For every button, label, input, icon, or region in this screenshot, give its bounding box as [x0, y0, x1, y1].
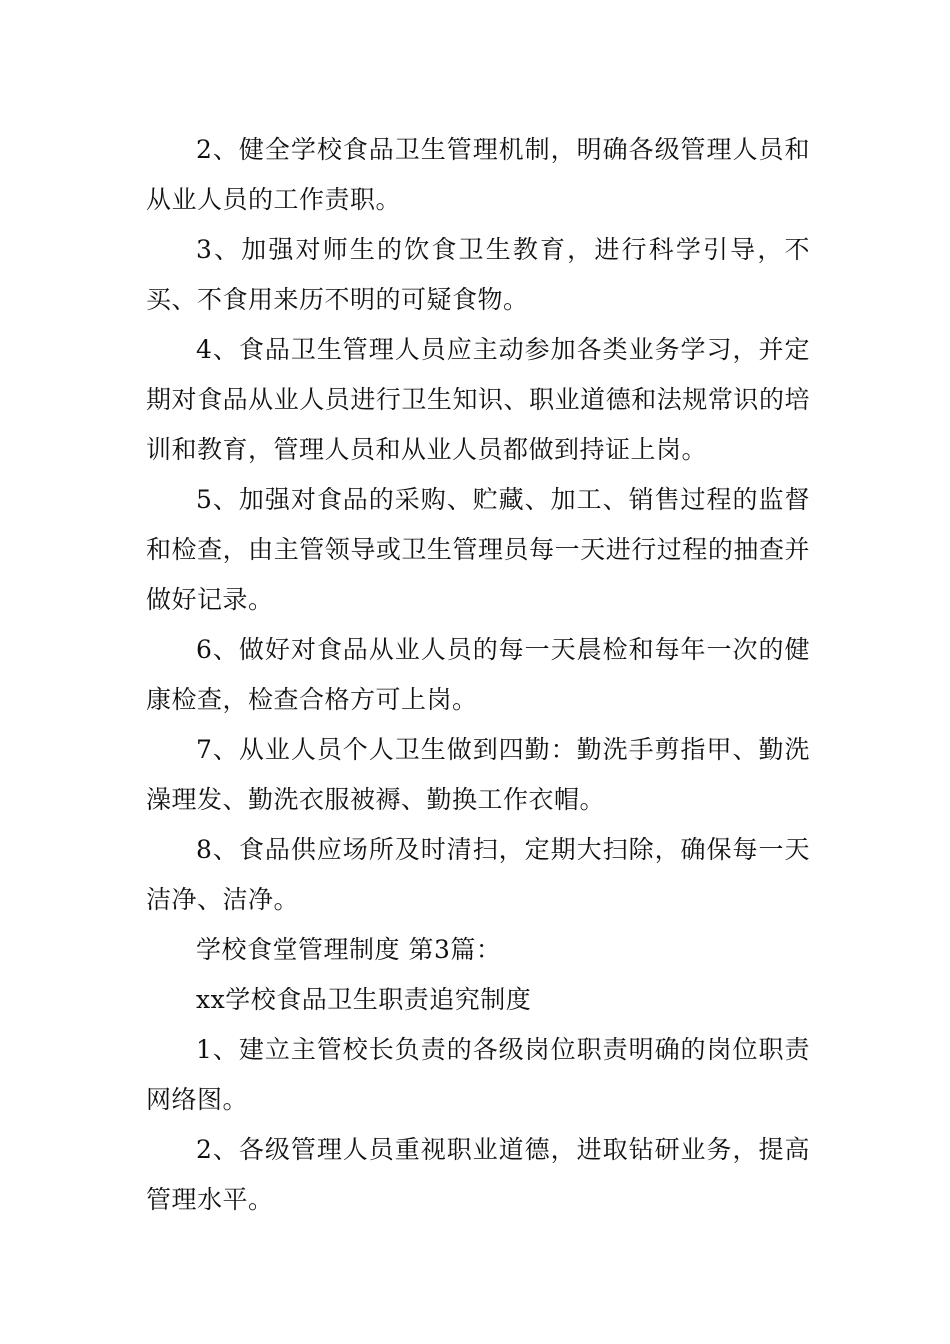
- paragraph-item-2b: 2、各级管理人员重视职业道德，进取钻研业务，提高管理水平。: [146, 1135, 810, 1214]
- section-heading: 学校食堂管理制度 第3篇：: [196, 935, 502, 964]
- paragraph-item-5: 5、加强对食品的采购、贮藏、加工、销售过程的监督和检查，由主管领导或卫生管理员每一天进行过程的抽查并做好记录。: [146, 485, 810, 614]
- paragraph-item-2: 2、健全学校食品卫生管理机制，明确各级管理人员和从业人员的工作责职。: [146, 135, 810, 214]
- paragraph-item-8: 8、食品供应场所及时清扫，定期大扫除，确保每一天洁净、洁净。: [146, 835, 810, 914]
- paragraph-item-3: 3、加强对师生的饮食卫生教育，进行科学引导，不买、不食用来历不明的可疑食物。: [146, 235, 810, 314]
- paragraph-item-4: 4、食品卫生管理人员应主动参加各类业务学习，并定期对食品从业人员进行卫生知识、职业道德和法规常识的培训和教育，管理人员和从业人员都做到持证上岗。: [146, 335, 810, 464]
- paragraph-item-6: 6、做好对食品从业人员的每一天晨检和每年一次的健康检查，检查合格方可上岗。: [146, 635, 810, 714]
- paragraph-item-7: 7、从业人员个人卫生做到四勤：勤洗手剪指甲、勤洗澡理发、勤洗衣服被褥、勤换工作衣帽。: [146, 735, 810, 814]
- paragraph-item-1: 1、建立主管校长负责的各级岗位职责明确的岗位职责网络图。: [146, 1035, 810, 1114]
- subsection-title: xx学校食品卫生职责追究制度: [196, 985, 532, 1014]
- document-body: [146, 125, 810, 1225]
